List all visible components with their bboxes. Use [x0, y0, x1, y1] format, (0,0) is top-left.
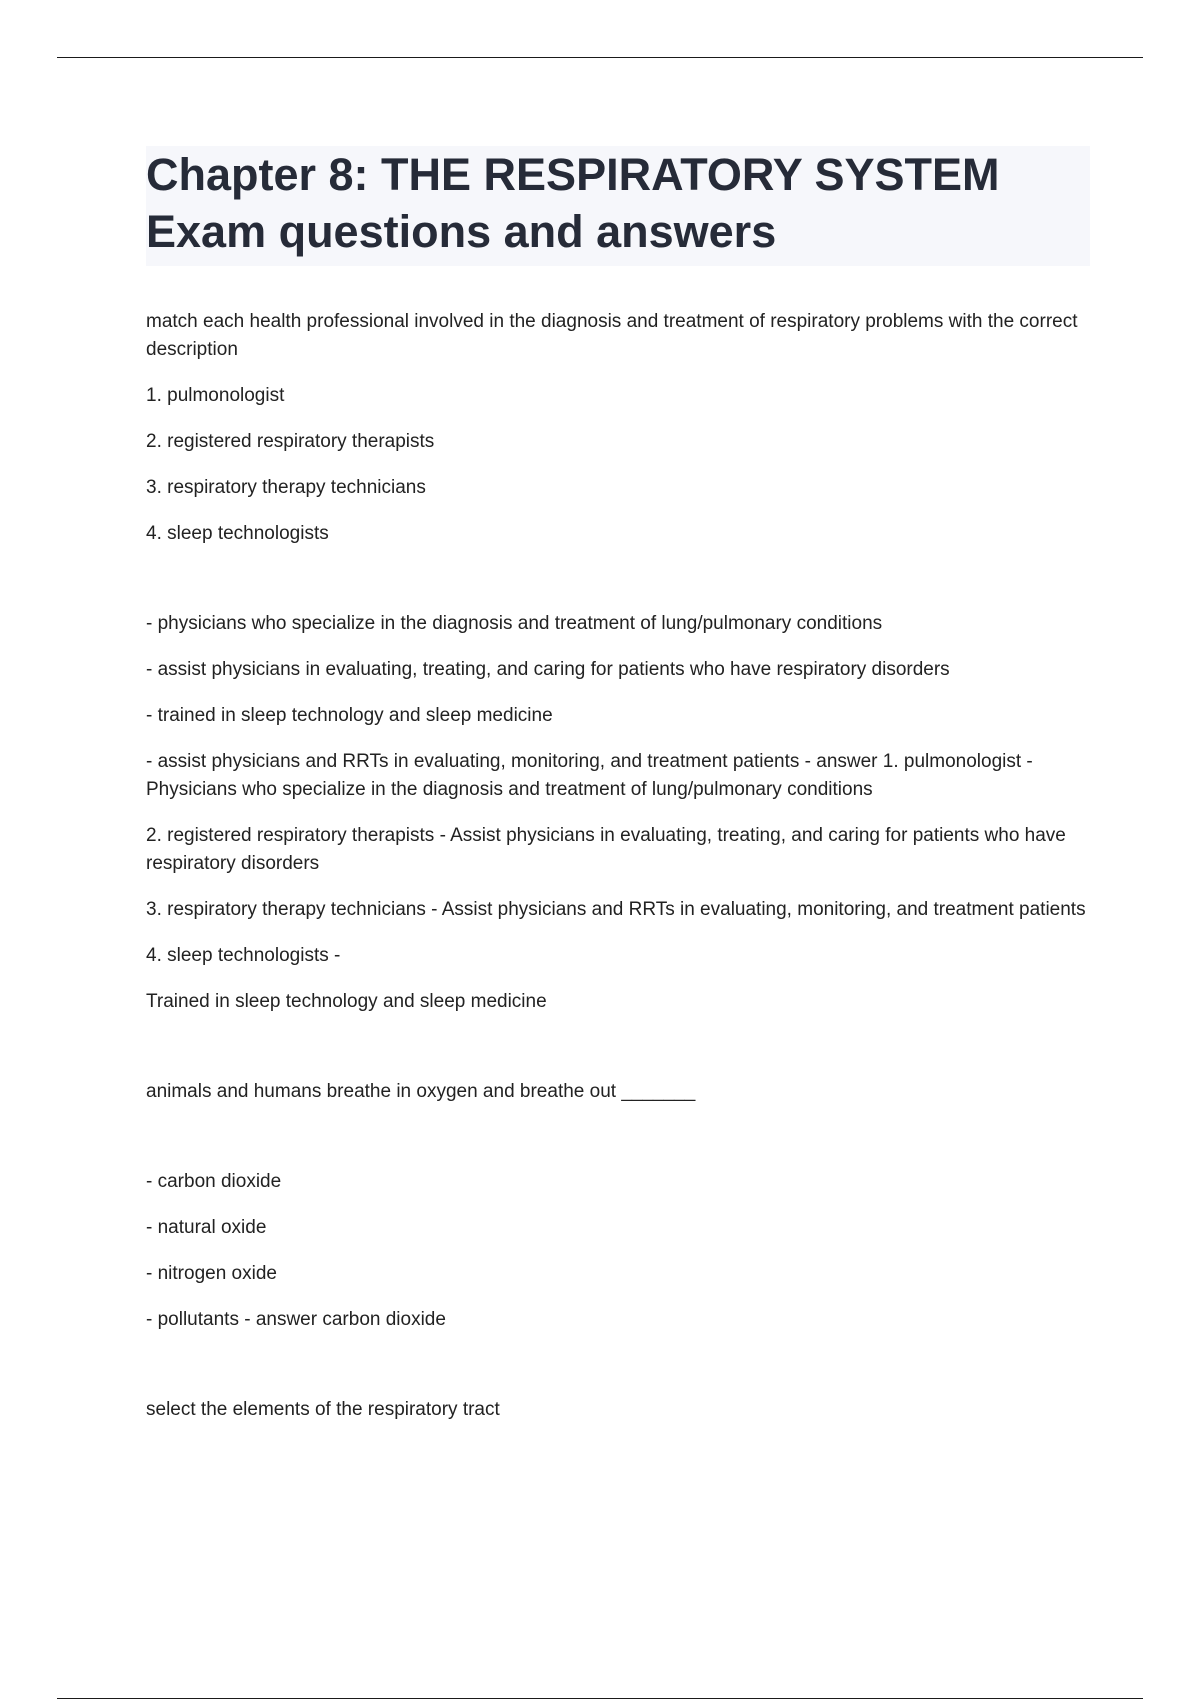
question-3-prompt: select the elements of the respiratory tract: [146, 1399, 500, 1420]
question-1-description: - assist physicians in evaluating, treating, and caring for patients who have respiratory disorders: [146, 659, 950, 680]
question-2-option: - pollutants - answer carbon dioxide: [146, 1309, 446, 1330]
question-2-option: - natural oxide: [146, 1217, 267, 1238]
question-1-description: - trained in sleep technology and sleep medicine: [146, 705, 553, 726]
question-1-answer: 4. sleep technologists -: [146, 945, 341, 966]
question-1-item: 1. pulmonologist: [146, 385, 285, 406]
question-1-item: 4. sleep technologists: [146, 523, 329, 544]
bottom-rule: [57, 1698, 1143, 1699]
page-title: [146, 146, 1090, 266]
title-line-2: Exam questions and answers: [146, 206, 777, 257]
question-2-prompt: animals and humans breathe in oxygen and breathe out _______: [146, 1081, 696, 1102]
question-1-description: - physicians who specialize in the diagnosis and treatment of lung/pulmonary conditions: [146, 613, 883, 634]
top-rule: [57, 57, 1143, 58]
question-1-answer: 3. respiratory therapy technicians - Assist physicians and RRTs in evaluating, monitoring, and treatment patients: [146, 899, 1086, 920]
spacer: [146, 566, 1090, 610]
title-line-1: Chapter 8: THE RESPIRATORY SYSTEM: [146, 149, 1000, 200]
spacer: [146, 1124, 1090, 1168]
question-2-option: - nitrogen oxide: [146, 1263, 277, 1284]
spacer: [146, 1034, 1090, 1078]
question-1-item: 3. respiratory therapy technicians: [146, 477, 426, 498]
question-1-answer: 2. registered respiratory therapists - Assist physicians in evaluating, treating, and caring for patients who have respiratory disorders: [146, 825, 1066, 874]
question-1-prompt: match each health professional involved in the diagnosis and treatment of respiratory problems with the correct description: [146, 311, 1078, 360]
question-1-item: 2. registered respiratory therapists: [146, 431, 435, 452]
question-1-answer: Trained in sleep technology and sleep medicine: [146, 991, 547, 1012]
document-body: [146, 146, 1090, 1442]
question-2-option: - carbon dioxide: [146, 1171, 282, 1192]
question-1-description: - assist physicians and RRTs in evaluating, monitoring, and treatment patients - answer 1. pulmonologist - Physicians who specialize in the diagnosis and treatment of lung/pulmonary conditions: [146, 751, 1033, 800]
spacer: [146, 1352, 1090, 1396]
